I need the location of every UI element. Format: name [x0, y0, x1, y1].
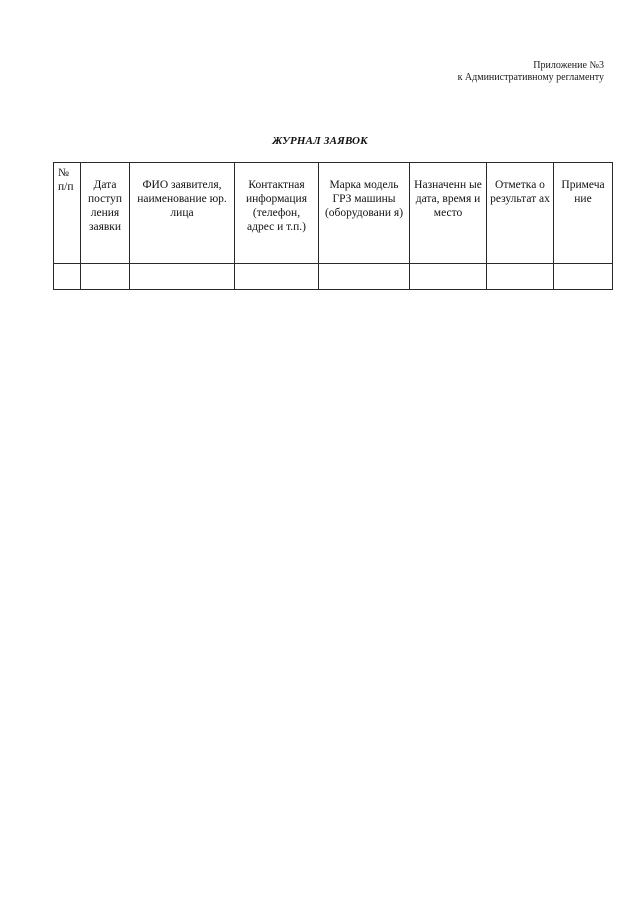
- header-label: № п/п: [58, 167, 74, 193]
- table-cell: [130, 264, 235, 290]
- appendix-line-2: к Административному регламенту: [457, 72, 604, 83]
- table-cell: [487, 264, 554, 290]
- header-cell-contact-info: [235, 163, 319, 264]
- table-cell: [319, 264, 410, 290]
- header-cell-vehicle-model: [319, 163, 410, 264]
- header-cell-number: [54, 163, 81, 264]
- header-label: Примеча ние: [561, 179, 605, 205]
- document-title: ЖУРНАЛ ЗАЯВОК: [272, 135, 368, 147]
- table-row: [54, 264, 613, 290]
- header-label: Марка модель ГРЗ машины (оборудовани я): [324, 179, 404, 219]
- table-cell: [54, 264, 81, 290]
- header-label: ФИО заявителя, наименование юр. лица: [137, 179, 227, 219]
- header-cell-results-mark: [487, 163, 554, 264]
- appendix-line-1: Приложение №3: [533, 60, 604, 71]
- header-label: Контактная информация (телефон, адрес и т.п.): [246, 179, 307, 233]
- table-header-row: [54, 163, 613, 264]
- header-cell-note: [554, 163, 613, 264]
- table-cell: [554, 264, 613, 290]
- header-cell-date-received: [81, 163, 130, 264]
- appendix-note: [458, 60, 604, 84]
- header-cell-applicant-name: [130, 163, 235, 264]
- table-cell: [235, 264, 319, 290]
- header-label: Дата поступ ления заявки: [87, 179, 123, 233]
- table-cell: [81, 264, 130, 290]
- table-cell: [410, 264, 487, 290]
- header-cell-scheduled-date: [410, 163, 487, 264]
- header-label: Отметка о результат ах: [490, 179, 550, 205]
- header-label: Назначенн ые дата, время и место: [414, 179, 482, 219]
- requests-journal-table: [53, 162, 613, 290]
